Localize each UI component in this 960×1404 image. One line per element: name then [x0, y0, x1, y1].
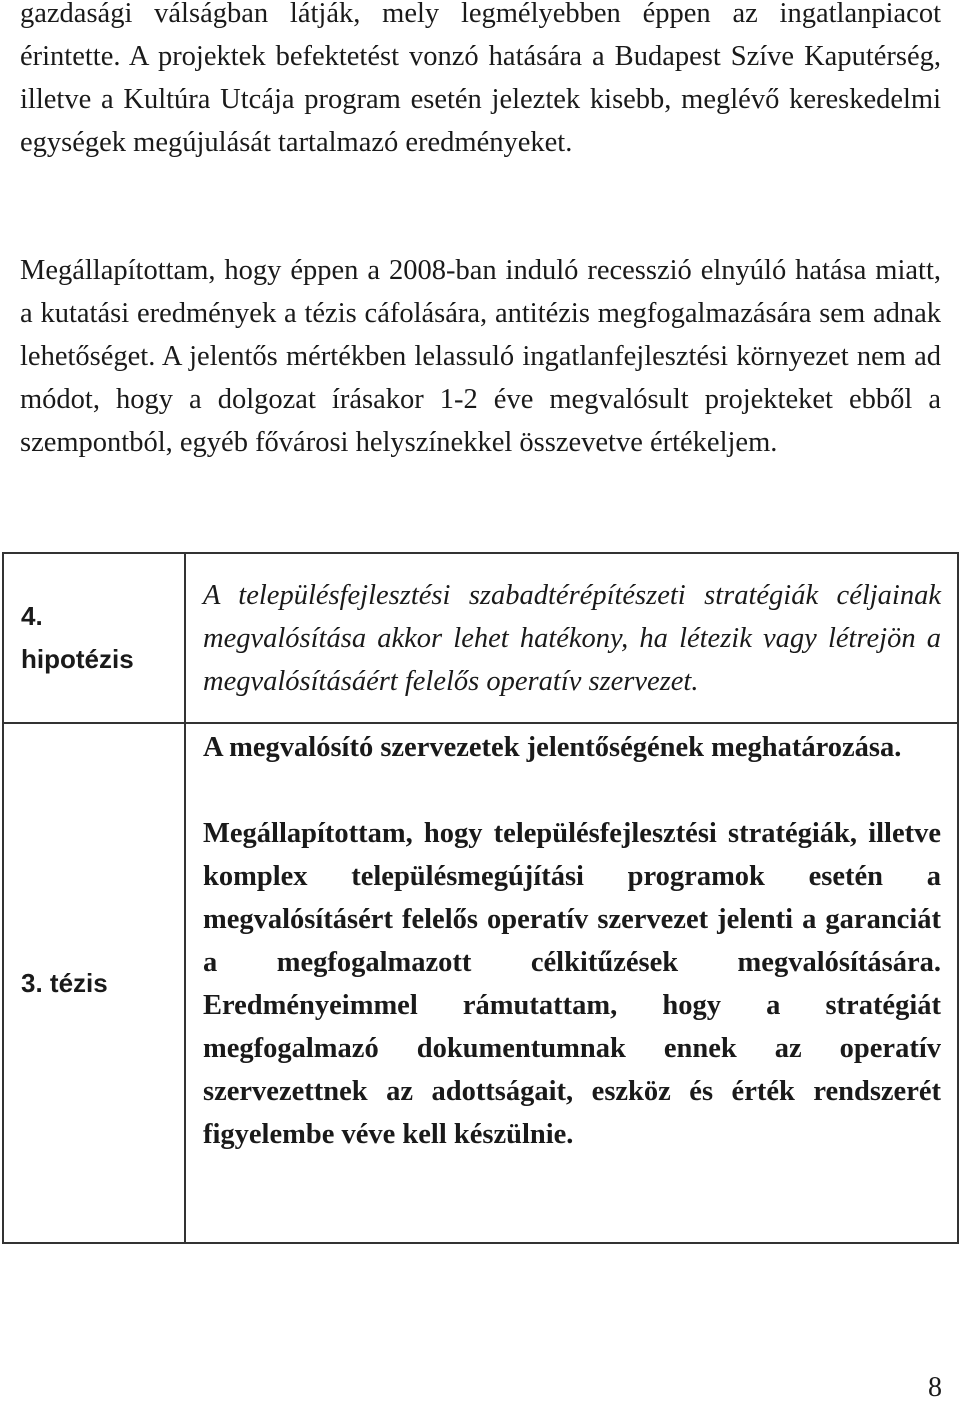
thesis-text: Megállapítottam, hogy településfejlesztési stratégiák, illetve komplex településmegújítási programok esetén a megvalósításért felelős operatív szervezet jelenti a garanciát a megfogalmazott célkitűzések megvalósítására. Eredményeimmel rámutattam, hogy a stratégiát megfogalmazó dokumentumnak ennek az operatív szervezettnek az adottságait, eszköz és érték rendszerét figyelembe véve kell készülnie.	[203, 818, 941, 1150]
thesis-label-cell	[3, 723, 185, 1243]
hypothesis-text-cell	[185, 553, 958, 723]
body-paragraph-2: Megállapítottam, hogy éppen a 2008-ban induló recesszió elnyúló hatása miatt, a kutatási eredmények a tézis cáfolására, antitézis megfogalmazására sem adnak lehetőséget. A jelentős mértékben lelassuló ingatlanfejlesztési környezet nem ad módot, hogy a dolgozat írásakor 1-2 éve megvalósult projekteket ebből a szempontból, egyéb fővárosi helyszínekkel összevetve értékeljem.	[20, 255, 941, 458]
hypothesis-word: hipotézis	[21, 644, 134, 674]
page-number: 8	[928, 1372, 942, 1403]
hypothesis-text: A településfejlesztési szabadtérépítészeti stratégiák céljainak megvalósítása akkor lehet hatékony, ha létezik vagy létrejön a megvalósításáért felelős operatív szervezet.	[203, 580, 941, 697]
thesis-text-cell	[185, 723, 958, 1243]
thesis-row	[3, 723, 958, 1243]
hypothesis-label-cell	[3, 553, 185, 723]
hypothesis-number: 4.	[21, 601, 43, 631]
hypothesis-row	[3, 553, 958, 723]
hypothesis-thesis-table	[2, 552, 959, 1244]
body-paragraph-1: gazdasági válságban látják, mely legmélyebben éppen az ingatlanpiacot érintette. A projektek befektetést vonzó hatására a Budapest Szíve Kaputérség, illetve a Kultúra Utcája program esetén jeleztek kisebb, meglévő kereskedelmi egységek megújulását tartalmazó eredményeket.	[20, 0, 941, 158]
thesis-heading: A megvalósító szervezetek jelentőségének meghatározása.	[203, 732, 902, 763]
thesis-label: 3. tézis	[21, 967, 108, 998]
